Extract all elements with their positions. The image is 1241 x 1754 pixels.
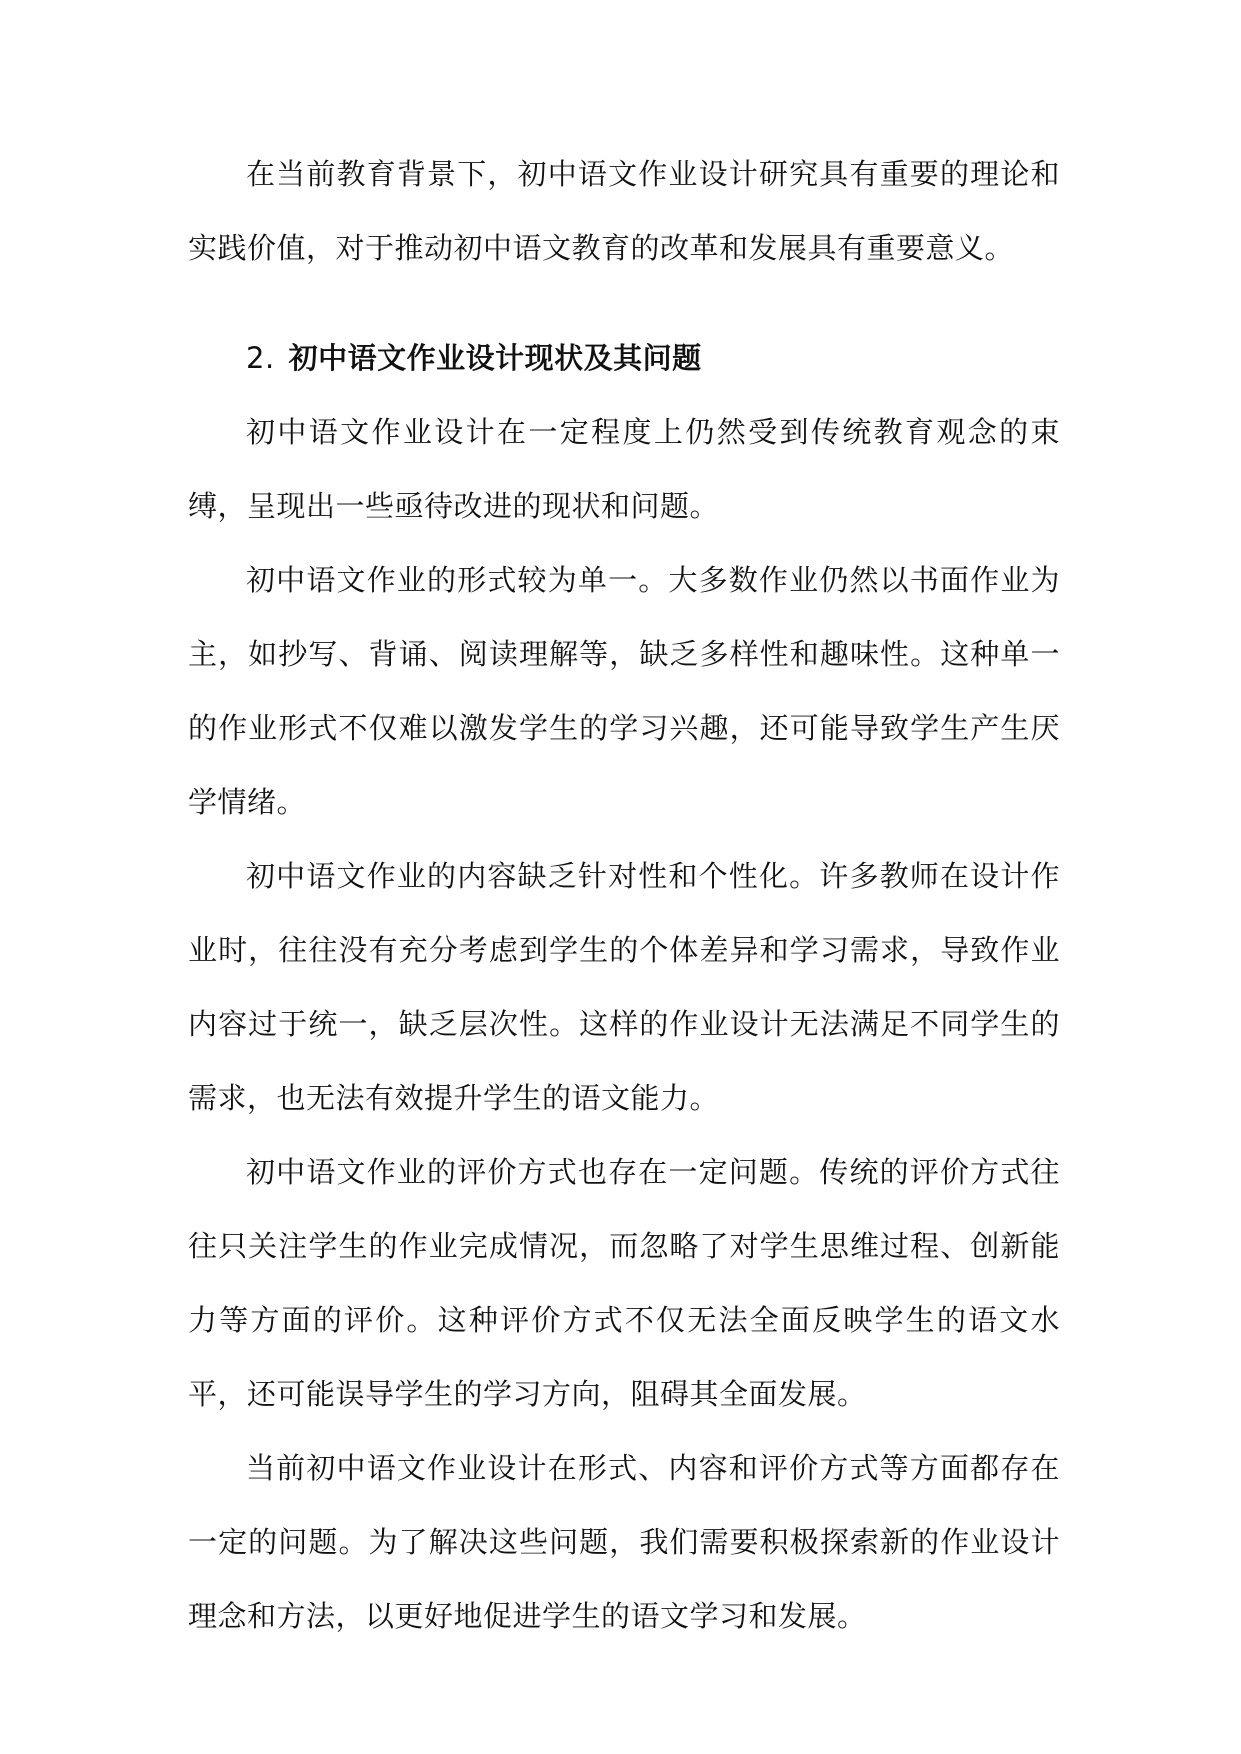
section-heading — [188, 321, 1060, 395]
section-title: 初中语文作业设计现状及其问题 — [288, 341, 702, 375]
intro-paragraph: 在当前教育背景下，初中语文作业设计研究具有重要的理论和实践价值，对于推动初中语文教育的改革和发展具有重要意义。 — [188, 157, 1060, 265]
section-number: 2. — [246, 341, 275, 375]
paragraph-4: 初中语文作业的评价方式也存在一定问题。传统的评价方式往往只关注学生的作业完成情况，而忽略了对学生思维过程、创新能力等方面的评价。这种评价方式不仅无法全面反映学生的语文水平，还可能误导学生的学习方向，阻碍其全面发展。 — [188, 1155, 1060, 1411]
paragraph-1: 初中语文作业设计在一定程度上仍然受到传统教育观念的束缚，呈现出一些亟待改进的现状和问题。 — [188, 415, 1060, 523]
page-body — [188, 137, 1060, 1653]
paragraph-2: 初中语文作业的形式较为单一。大多数作业仍然以书面作业为主，如抄写、背诵、阅读理解等，缺乏多样性和趣味性。这种单一的作业形式不仅难以激发学生的学习兴趣，还可能导致学生产生厌学情绪。 — [188, 563, 1060, 819]
paragraph-5: 当前初中语文作业设计在形式、内容和评价方式等方面都存在一定的问题。为了解决这些问题，我们需要积极探索新的作业设计理念和方法，以更好地促进学生的语文学习和发展。 — [188, 1451, 1060, 1633]
paragraph-3: 初中语文作业的内容缺乏针对性和个性化。许多教师在设计作业时，往往没有充分考虑到学生的个体差异和学习需求，导致作业内容过于统一，缺乏层次性。这样的作业设计无法满足不同学生的需求，也无法有效提升学生的语文能力。 — [188, 859, 1060, 1115]
